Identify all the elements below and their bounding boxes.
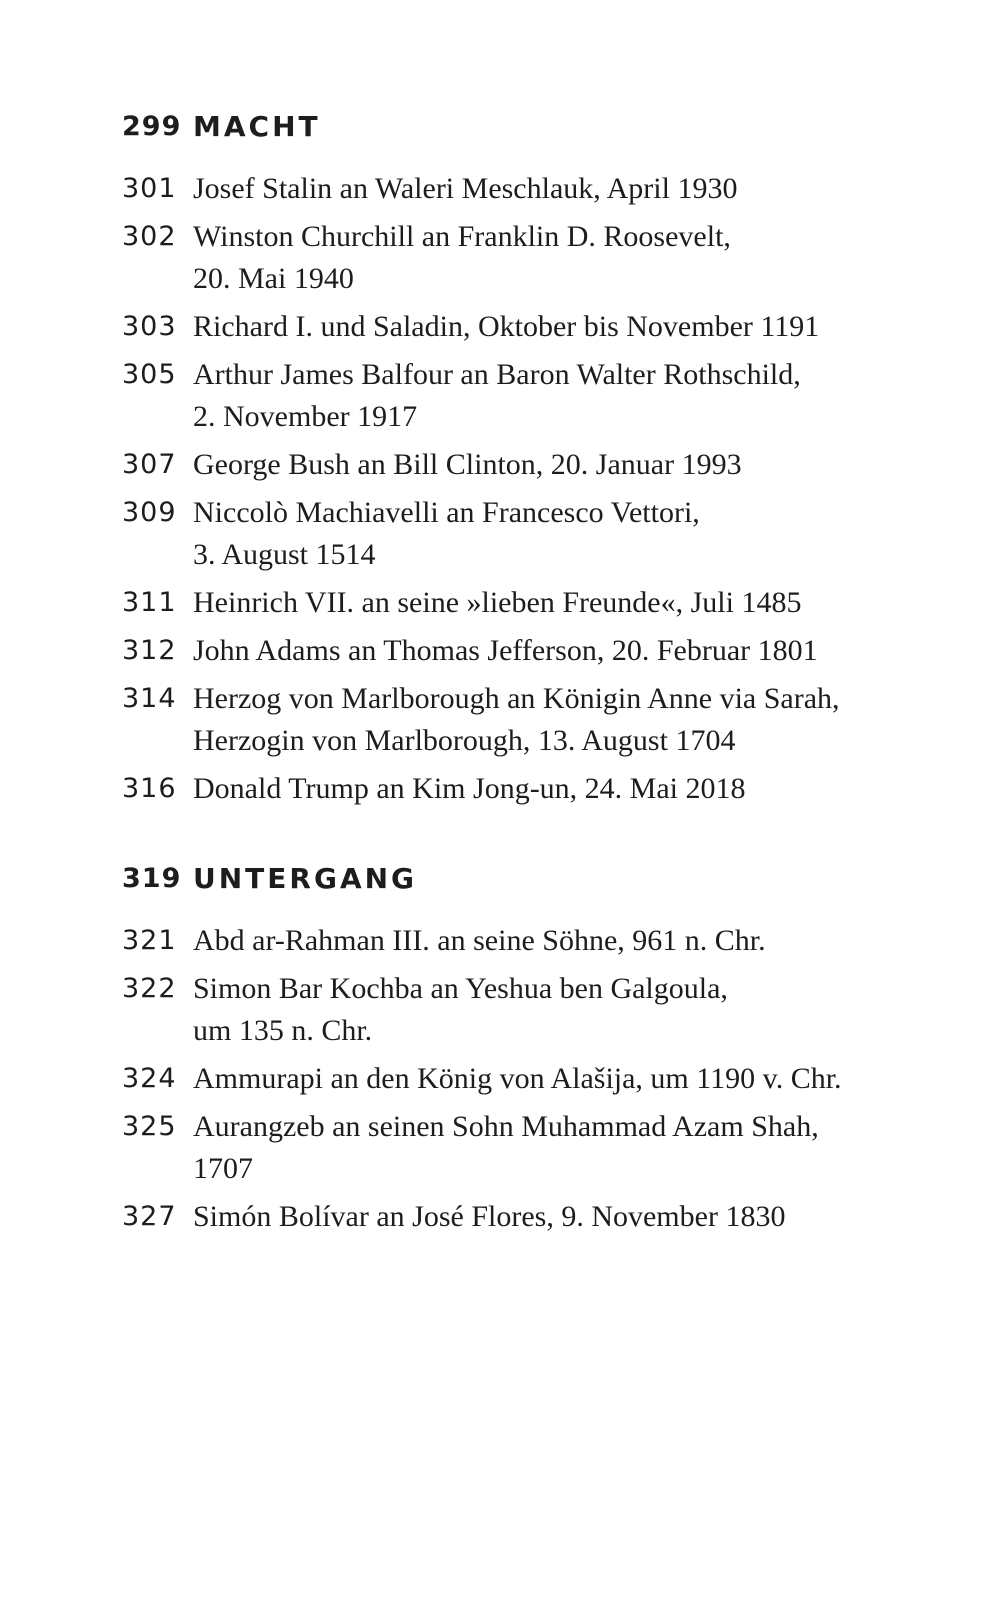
entry-page-number: 327 — [122, 1201, 177, 1232]
toc-entry — [122, 354, 925, 438]
entry-page-number: 325 — [122, 1111, 177, 1142]
toc-entry — [122, 492, 925, 576]
entry-page-number: 305 — [122, 359, 177, 390]
entry-page-number: 307 — [122, 449, 177, 480]
toc-entry — [122, 1058, 925, 1100]
table-of-contents — [122, 106, 925, 1238]
entry-title-line: Donald Trump an Kim Jong-un, 24. Mai 2018 — [193, 772, 746, 805]
section-entries — [122, 920, 925, 1238]
section-page-number: 319 — [122, 863, 182, 894]
entry-title-line: George Bush an Bill Clinton, 20. Januar 1993 — [193, 448, 742, 481]
toc-entry — [122, 768, 925, 810]
entry-title — [193, 630, 818, 672]
toc-entry — [122, 444, 925, 486]
entry-page-number: 322 — [122, 973, 177, 1004]
entry-title — [193, 582, 801, 624]
entry-page-number: 324 — [122, 1063, 177, 1094]
entry-title — [193, 216, 731, 300]
entry-title-line: Herzogin von Marlborough, 13. August 1704 — [193, 724, 736, 757]
entry-title — [193, 768, 746, 810]
entry-title-line: Arthur James Balfour an Baron Walter Rothschild, — [193, 358, 801, 391]
entry-page-number: 301 — [122, 173, 177, 204]
toc-section — [122, 106, 925, 810]
entry-page-number: 311 — [122, 587, 177, 618]
toc-entry — [122, 582, 925, 624]
section-title: UNTERGANG — [193, 862, 418, 895]
section-title: MACHT — [193, 110, 321, 143]
entry-title — [193, 678, 840, 762]
entry-title — [193, 492, 700, 576]
section-heading — [122, 858, 925, 900]
entry-title-line: 2. November 1917 — [193, 400, 418, 433]
entry-title-line: Heinrich VII. an seine »lieben Freunde«, Juli 1485 — [193, 586, 802, 619]
entry-title-line: John Adams an Thomas Jefferson, 20. Februar 1801 — [193, 634, 818, 667]
entry-page-number: 321 — [122, 925, 177, 956]
entry-title — [193, 920, 766, 962]
entry-title-line: Ammurapi an den König von Alašija, um 1190 v. Chr. — [193, 1062, 842, 1095]
entry-title-line: Herzog von Marlborough an Königin Anne via Sarah, — [193, 682, 840, 715]
entry-title — [193, 1058, 842, 1100]
toc-section — [122, 858, 925, 1238]
entry-page-number: 316 — [122, 773, 177, 804]
entry-title-line: Niccolò Machiavelli an Francesco Vettori, — [193, 496, 700, 529]
toc-entry — [122, 216, 925, 300]
entry-title — [193, 1106, 819, 1190]
entry-page-number: 302 — [122, 221, 177, 252]
toc-entry — [122, 1196, 925, 1238]
section-entries — [122, 168, 925, 810]
entry-title-line: um 135 n. Chr. — [193, 1014, 373, 1047]
entry-title — [193, 168, 737, 210]
entry-title-line: Winston Churchill an Franklin D. Roosevelt, — [193, 220, 731, 253]
entry-title — [193, 354, 801, 438]
entry-page-number: 314 — [122, 683, 177, 714]
section-page-number: 299 — [122, 111, 182, 142]
toc-entry — [122, 678, 925, 762]
toc-entry — [122, 168, 925, 210]
toc-entry — [122, 1106, 925, 1190]
entry-page-number: 303 — [122, 311, 177, 342]
entry-title-line: 1707 — [193, 1152, 253, 1185]
toc-entry — [122, 630, 925, 672]
section-heading — [122, 106, 925, 148]
toc-entry — [122, 306, 925, 348]
entry-title — [193, 968, 728, 1052]
entry-page-number: 309 — [122, 497, 177, 528]
entry-title — [193, 1196, 785, 1238]
entry-page-number: 312 — [122, 635, 177, 666]
entry-title-line: 3. August 1514 — [193, 538, 376, 571]
toc-entry — [122, 968, 925, 1052]
entry-title — [193, 306, 819, 348]
entry-title-line: Simón Bolívar an José Flores, 9. November 1830 — [193, 1200, 786, 1233]
entry-title-line: Josef Stalin an Waleri Meschlauk, April 1930 — [193, 172, 738, 205]
toc-entry — [122, 920, 925, 962]
entry-title-line: Richard I. und Saladin, Oktober bis November 1191 — [193, 310, 820, 343]
entry-title-line: Simon Bar Kochba an Yeshua ben Galgoula, — [193, 972, 728, 1005]
entry-title-line: Abd ar-Rahman III. an seine Söhne, 961 n. Chr. — [193, 924, 766, 957]
entry-title-line: 20. Mai 1940 — [193, 262, 354, 295]
entry-title — [193, 444, 742, 486]
entry-title-line: Aurangzeb an seinen Sohn Muhammad Azam Shah, — [193, 1110, 819, 1143]
